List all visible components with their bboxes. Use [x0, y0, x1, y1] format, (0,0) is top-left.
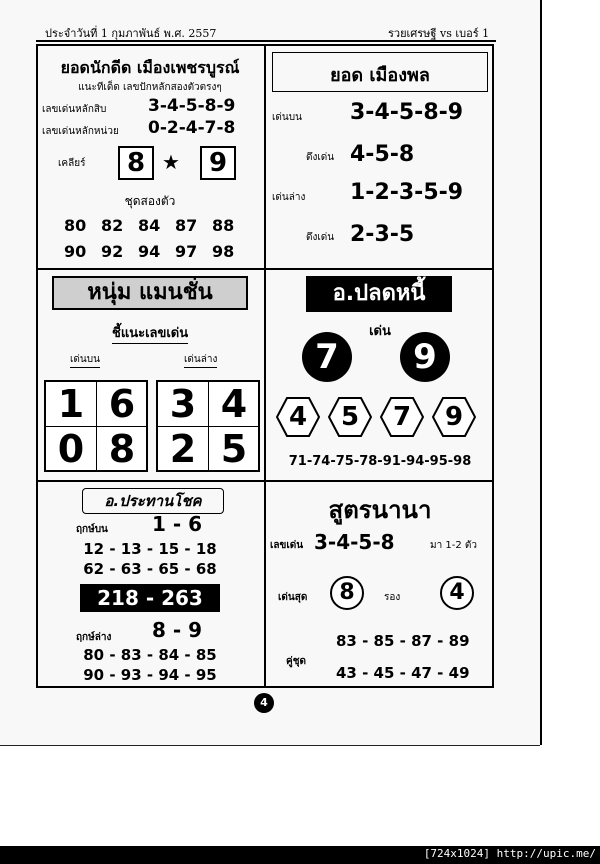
top-label: ฤกษ์บน [76, 524, 108, 535]
panel-title: หนุ่ม แมนชั่น [52, 276, 248, 310]
hex-digit [276, 397, 320, 437]
panel-title: สูตรนานา [328, 496, 432, 524]
panel-prathanchok [36, 482, 264, 688]
hex-value: 7 [392, 402, 412, 432]
panel-plodnee [266, 270, 494, 480]
panel-title: ยอดนักดีด เมืองเพชรบูรณ์ [60, 58, 240, 77]
lead-circle-a: 7 [302, 332, 352, 382]
lead-circle-b: 9 [400, 332, 450, 382]
highlight-banner: 218 - 263 [80, 584, 220, 612]
hex-value: 9 [444, 402, 464, 432]
grid-digit: 6 [108, 382, 136, 426]
top-line-2: 62 - 63 - 65 - 68 [83, 560, 217, 578]
panel-subtitle: แนะทีเด็ด เลขปักหลักสองตัวตรงๆ [78, 82, 222, 93]
panel-subtitle: ชี้แนะเลขเด่น [112, 322, 188, 344]
bottom-line-1: 80 - 83 - 84 - 85 [83, 646, 217, 664]
panel-title: อ.ปลดหนี้ [306, 276, 452, 312]
panel-num-mansion [36, 270, 264, 480]
hex-digit [328, 397, 372, 437]
set-label: ชุดสองตัว [124, 194, 176, 208]
set-number: 92 [101, 242, 124, 261]
grid-digit: 2 [169, 427, 197, 471]
clear-digit-a: 8 [118, 146, 154, 180]
top-pull-label: ดึงเด่น [306, 152, 335, 163]
top-label: เด่นสุด [278, 592, 308, 603]
top-pull-value: 4-5-8 [350, 142, 415, 167]
grid-digit: 4 [220, 382, 248, 426]
grid-digit: 8 [108, 427, 136, 471]
panel-title: ยอด เมืองพล [330, 65, 430, 86]
grid-digit: 3 [169, 382, 197, 426]
top-label: เด่นบน [70, 352, 100, 368]
clear-digit-b: 9 [200, 146, 236, 180]
footer-text: [724x1024] http://upic.me/ [423, 847, 596, 860]
set-number: 88 [212, 216, 235, 235]
grid-digit: 1 [57, 382, 85, 426]
hex-digit [432, 397, 476, 437]
footer-bar [0, 846, 600, 864]
grid-digit: 0 [57, 427, 85, 471]
set-row-1 [64, 216, 249, 235]
bottom-grid [156, 380, 260, 472]
tens-label: เลขเด่นหลักสิบ [42, 104, 107, 115]
bottom-label: ฤกษ์ล่าง [76, 632, 112, 643]
numbers-line: 71-74-75-78-91-94-95-98 [288, 454, 472, 469]
publication-name: รวยเศรษฐี vs เบอร์ 1 [388, 27, 490, 40]
issue-date: ประจำวันที่ 1 กุมภาพันธ์ พ.ศ. 2557 [45, 27, 217, 40]
panel-muangphon [266, 46, 494, 268]
panel-title: อ.ประทานโชค [82, 488, 224, 514]
panel-petchabun [36, 46, 264, 268]
grid-digit: 5 [220, 427, 248, 471]
top-grid [44, 380, 148, 472]
lead-label: เด่น [369, 324, 391, 339]
second-label: รอง [384, 592, 401, 603]
hex-value: 4 [288, 402, 308, 432]
lead-value: 3-4-5-8 [314, 530, 395, 554]
tens-value: 3-4-5-8-9 [148, 96, 236, 116]
set-number: 90 [64, 242, 87, 261]
pairs-label: คู่ชุด [286, 656, 306, 667]
top-label: เด่นบน [272, 112, 302, 123]
panel-sutnana [266, 482, 494, 688]
bottom-pull-value: 2-3-5 [350, 222, 415, 247]
star-icon: ★ [162, 150, 180, 174]
units-value: 0-2-4-7-8 [148, 118, 236, 138]
header-rule [36, 40, 496, 42]
bottom-value: 1-2-3-5-9 [350, 180, 464, 205]
page-number: 4 [254, 693, 274, 713]
hex-digit [380, 397, 424, 437]
top-value: 1 - 6 [152, 512, 203, 536]
bottom-label: เด่นล่าง [272, 192, 306, 203]
set-number: 80 [64, 216, 87, 235]
set-number: 82 [101, 216, 124, 235]
pairs-line-2: 43 - 45 - 47 - 49 [336, 664, 470, 682]
page-edge [0, 745, 540, 746]
top-value: 3-4-5-8-9 [350, 100, 464, 125]
set-number: 94 [138, 242, 161, 261]
bottom-label: เด่นล่าง [184, 352, 217, 368]
second-circle: 4 [440, 576, 474, 610]
set-row-2 [64, 242, 249, 261]
set-number: 97 [175, 242, 198, 261]
top-line-1: 12 - 13 - 15 - 18 [83, 540, 217, 558]
set-number: 87 [175, 216, 198, 235]
clear-label: เคลียร์ [58, 158, 86, 169]
set-number: 84 [138, 216, 161, 235]
hex-value: 5 [340, 402, 360, 432]
lead-suffix: มา 1-2 ตัว [430, 540, 478, 551]
units-label: เลขเด่นหลักหน่วย [42, 126, 119, 137]
bottom-line-2: 90 - 93 - 94 - 95 [83, 666, 217, 684]
bottom-pull-label: ดึงเด่น [306, 232, 335, 243]
bottom-value: 8 - 9 [152, 618, 203, 642]
set-number: 98 [212, 242, 235, 261]
top-circle: 8 [330, 576, 364, 610]
lead-label: เลขเด่น [270, 540, 304, 551]
pairs-line-1: 83 - 85 - 87 - 89 [336, 632, 470, 650]
